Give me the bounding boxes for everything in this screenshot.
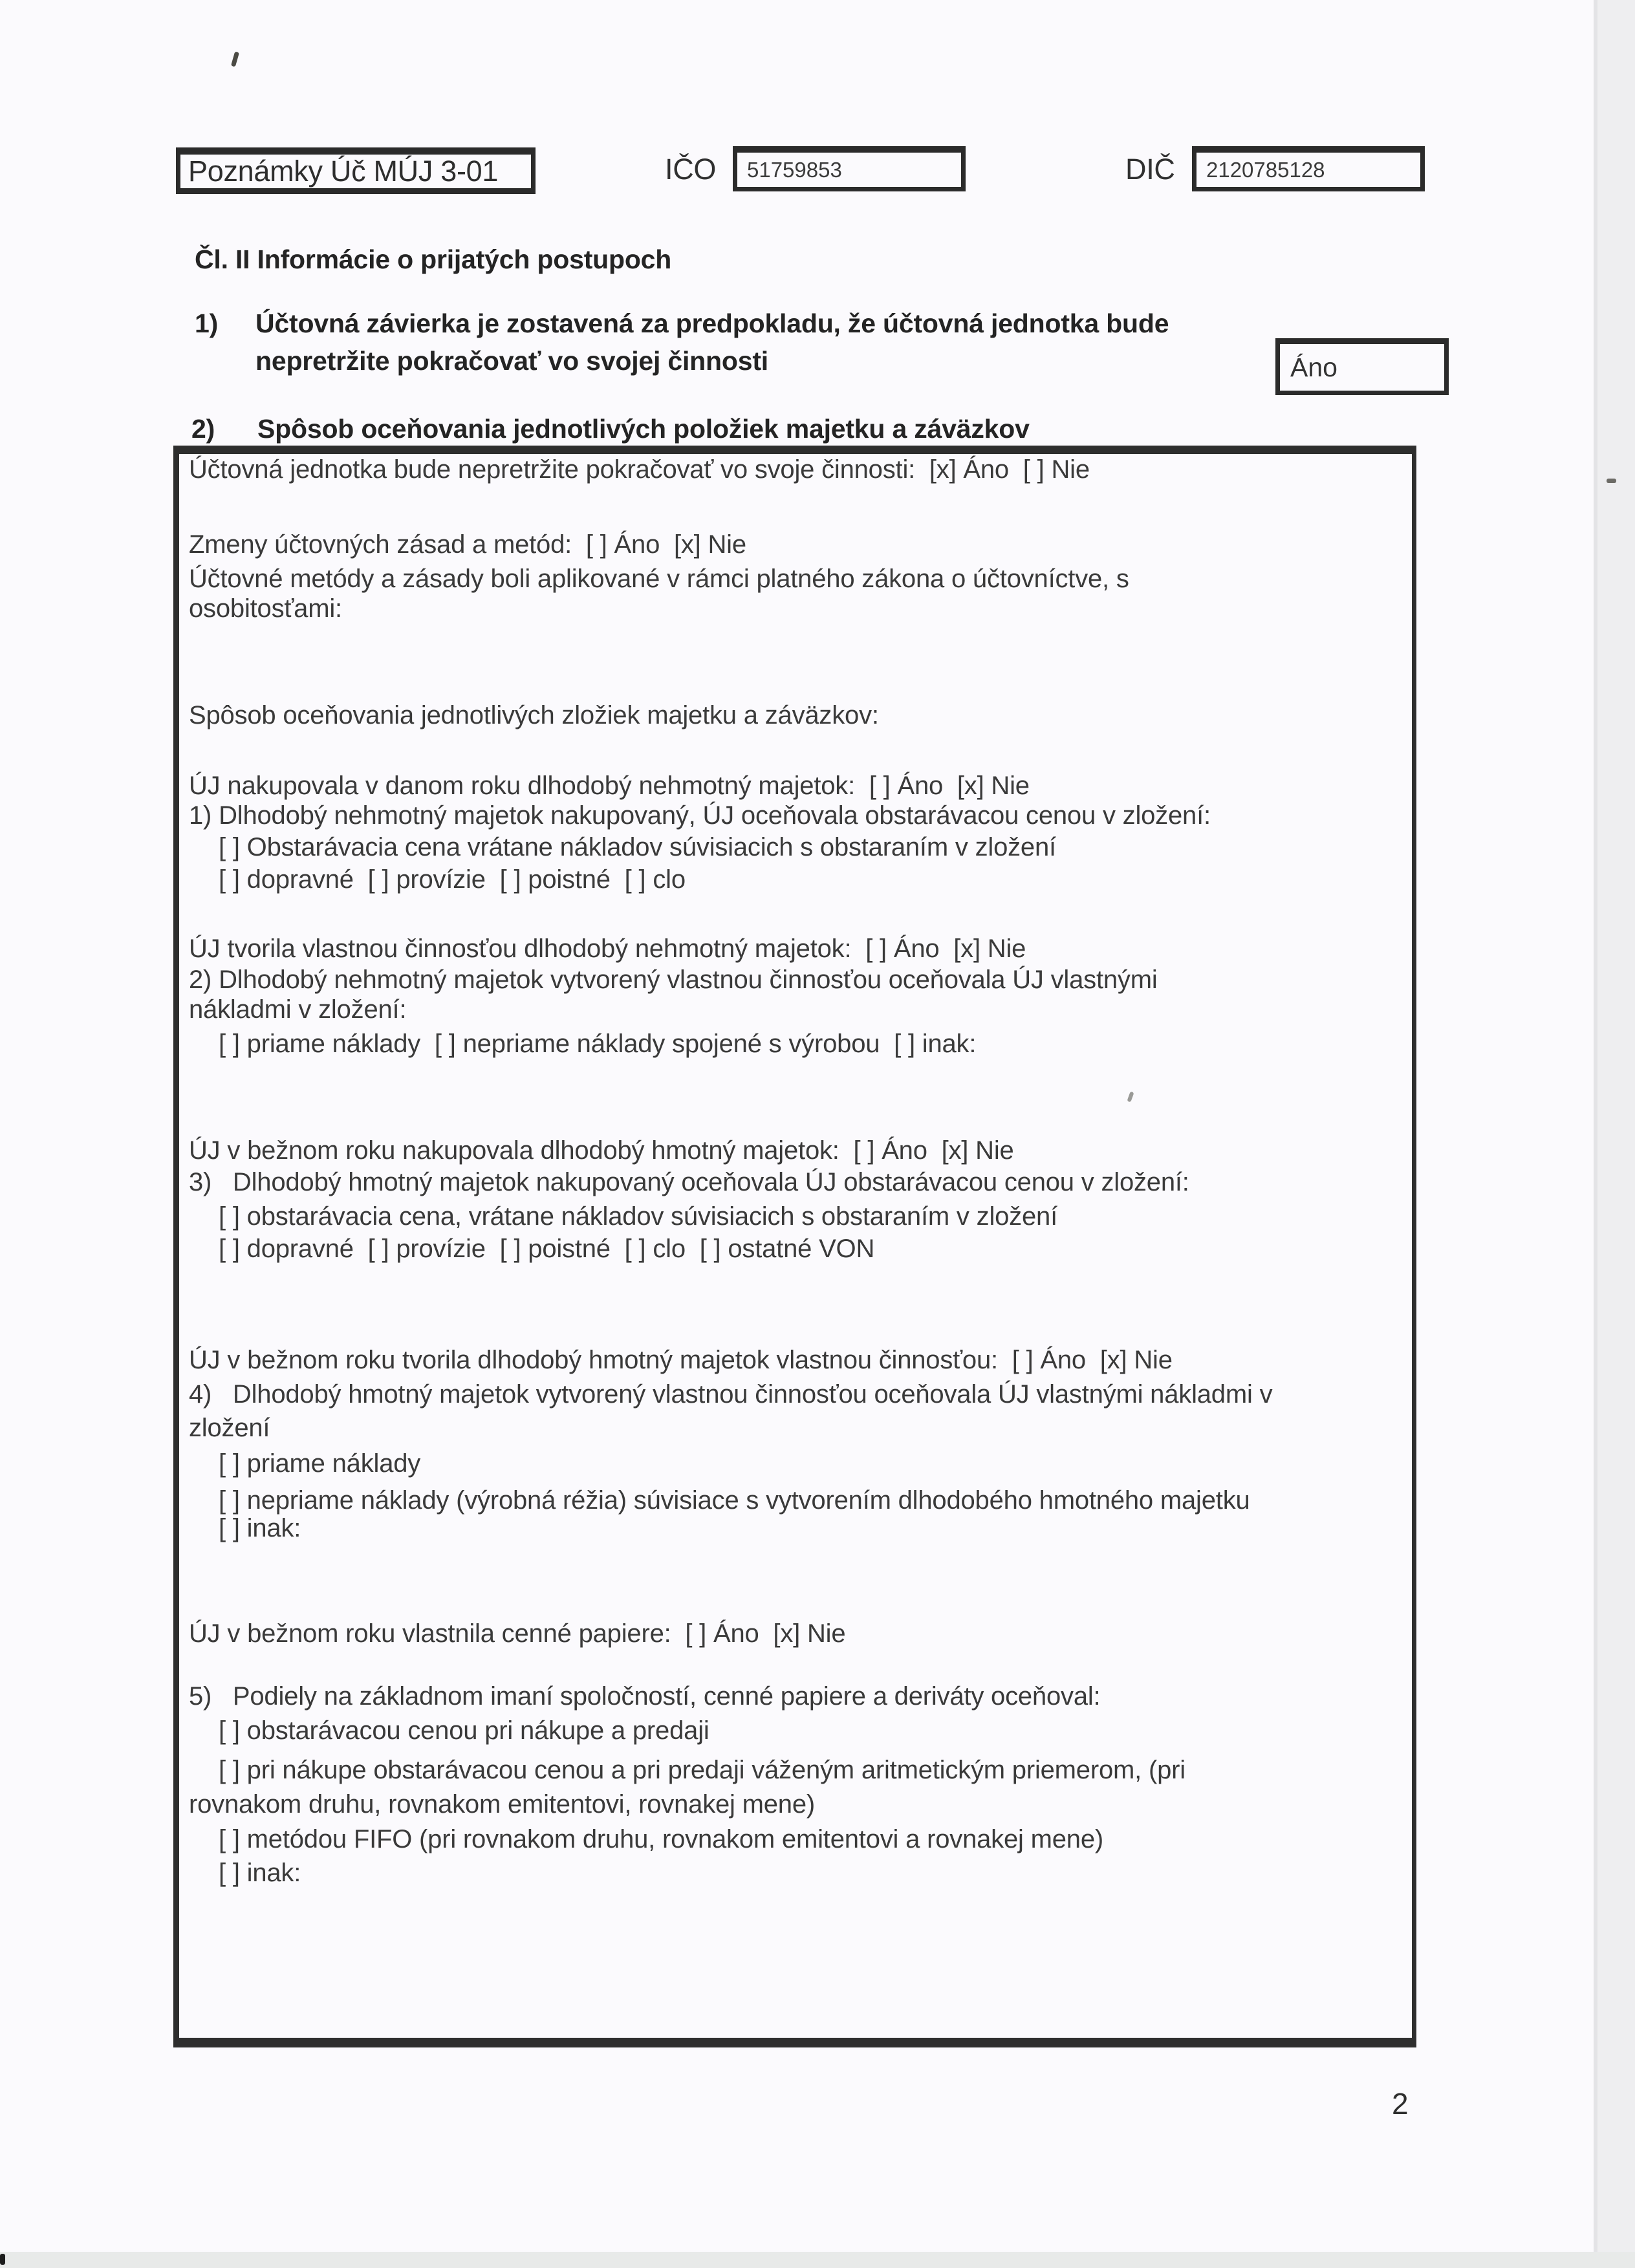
item1-answer-value: Áno bbox=[1290, 352, 1337, 382]
form-line: Spôsob oceňovania jednotlivých zložiek majetku a záväzkov: bbox=[189, 701, 879, 729]
form-line: ÚJ v bežnom roku vlastnila cenné papiere: [ ] Áno [x] Nie bbox=[189, 1619, 846, 1648]
item1-number: 1) bbox=[195, 308, 219, 338]
scanner-background-bottom bbox=[0, 2252, 1635, 2268]
form-line-checkbox: [ ] obstarávacou cenou pri nákupe a predaji bbox=[219, 1716, 709, 1745]
section-title: Čl. II Informácie o prijatých postupoch bbox=[195, 244, 672, 274]
scan-speck bbox=[0, 2254, 5, 2265]
scan-speck bbox=[231, 51, 239, 67]
form-line: ÚJ v bežnom roku nakupovala dlhodobý hmotný majetok: [ ] Áno [x] Nie bbox=[189, 1136, 1014, 1165]
form-line: 1) Dlhodobý nehmotný majetok nakupovaný, ÚJ oceňovala obstarávacou cenou v zložení: bbox=[189, 801, 1211, 830]
form-line: 2) Dlhodobý nehmotný majetok vytvorený vlastnou činnosťou oceňovala ÚJ vlastnými bbox=[189, 966, 1158, 994]
item2-number: 2) bbox=[191, 414, 215, 444]
form-code-box bbox=[176, 147, 536, 194]
dic-value: 2120785128 bbox=[1206, 157, 1325, 182]
form-line-checkbox: [ ] pri nákupe obstarávacou cenou a pri predaji váženým aritmetickým priemerom, (pri bbox=[219, 1756, 1186, 1784]
form-line: 3) Dlhodobý hmotný majetok nakupovaný oceňovala ÚJ obstarávacou cenou v zložení: bbox=[189, 1168, 1189, 1196]
item1-text-line1: Účtovná závierka je zostavená za predpokladu, že účtovná jednotka bude bbox=[255, 308, 1169, 338]
dic-label: DIČ bbox=[1125, 153, 1175, 186]
scan-speck bbox=[1607, 479, 1616, 483]
form-line-checkbox: [ ] dopravné [ ] provízie [ ] poistné [ ] clo [ ] ostatné VON bbox=[219, 1235, 875, 1263]
form-line: osobitosťami: bbox=[189, 594, 342, 623]
form-line: ÚJ nakupovala v danom roku dlhodobý nehmotný majetok: [ ] Áno [x] Nie bbox=[189, 772, 1030, 800]
ico-field bbox=[733, 146, 966, 191]
item1-text-line2: nepretržite pokračovať vo svojej činnosti bbox=[255, 346, 768, 376]
form-line: 4) Dlhodobý hmotný majetok vytvorený vlastnou činnosťou oceňovala ÚJ vlastnými nákladmi v bbox=[189, 1380, 1273, 1409]
form-line: ÚJ v bežnom roku tvorila dlhodobý hmotný majetok vlastnou činnosťou: [ ] Áno [x] Nie bbox=[189, 1346, 1173, 1374]
form-line-checkbox: [ ] inak: bbox=[219, 1514, 301, 1542]
form-line: ÚJ tvorila vlastnou činnosťou dlhodobý nehmotný majetok: [ ] Áno [x] Nie bbox=[189, 934, 1026, 963]
form-line-checkbox: [ ] dopravné [ ] provízie [ ] poistné [ ] clo bbox=[219, 865, 686, 894]
form-line-checkbox: [ ] priame náklady bbox=[219, 1449, 421, 1478]
item1-answer-box bbox=[1275, 338, 1449, 395]
page-number: 2 bbox=[1392, 2087, 1409, 2121]
scanner-background-right bbox=[1597, 0, 1635, 2268]
form-line-checkbox: [ ] obstarávacia cena, vrátane nákladov súvisiacich s obstaraním v zložení bbox=[219, 1202, 1057, 1231]
form-line: zložení bbox=[189, 1414, 270, 1442]
form-line: 5) Podiely na základnom imaní spoločností, cenné papiere a deriváty oceňoval: bbox=[189, 1682, 1101, 1711]
ico-value: 51759853 bbox=[747, 157, 842, 182]
dic-field bbox=[1192, 146, 1425, 191]
form-line: nákladmi v zložení: bbox=[189, 995, 407, 1024]
form-line: Účtovná jednotka bude nepretržite pokračovať vo svoje činnosti: [x] Áno [ ] Nie bbox=[189, 455, 1090, 484]
form-line-checkbox: [ ] nepriame náklady (výrobná réžia) súvisiace s vytvorením dlhodobého hmotného majetku bbox=[219, 1486, 1250, 1515]
form-line: rovnakom druhu, rovnakom emitentovi, rovnakej mene) bbox=[189, 1790, 816, 1819]
form-line: Zmeny účtovných zásad a metód: [ ] Áno [x] Nie bbox=[189, 530, 746, 559]
form-code-label: Poznámky Úč MÚJ 3-01 bbox=[188, 155, 499, 188]
ico-label: IČO bbox=[665, 153, 717, 186]
form-line-checkbox: [ ] priame náklady [ ] nepriame náklady spojené s výrobou [ ] inak: bbox=[219, 1030, 977, 1058]
form-line: Účtovné metódy a zásady boli aplikované v rámci platného zákona o účtovníctve, s bbox=[189, 565, 1129, 593]
item2-title: Spôsob oceňovania jednotlivých položiek majetku a záväzkov bbox=[257, 414, 1030, 444]
form-line-checkbox: [ ] inak: bbox=[219, 1859, 301, 1887]
form-line-checkbox: [ ] metódou FIFO (pri rovnakom druhu, rovnakom emitentovi a rovnakej mene) bbox=[219, 1825, 1103, 1853]
form-line-checkbox: [ ] Obstarávacia cena vrátane nákladov súvisiacich s obstaraním v zložení bbox=[219, 833, 1056, 861]
